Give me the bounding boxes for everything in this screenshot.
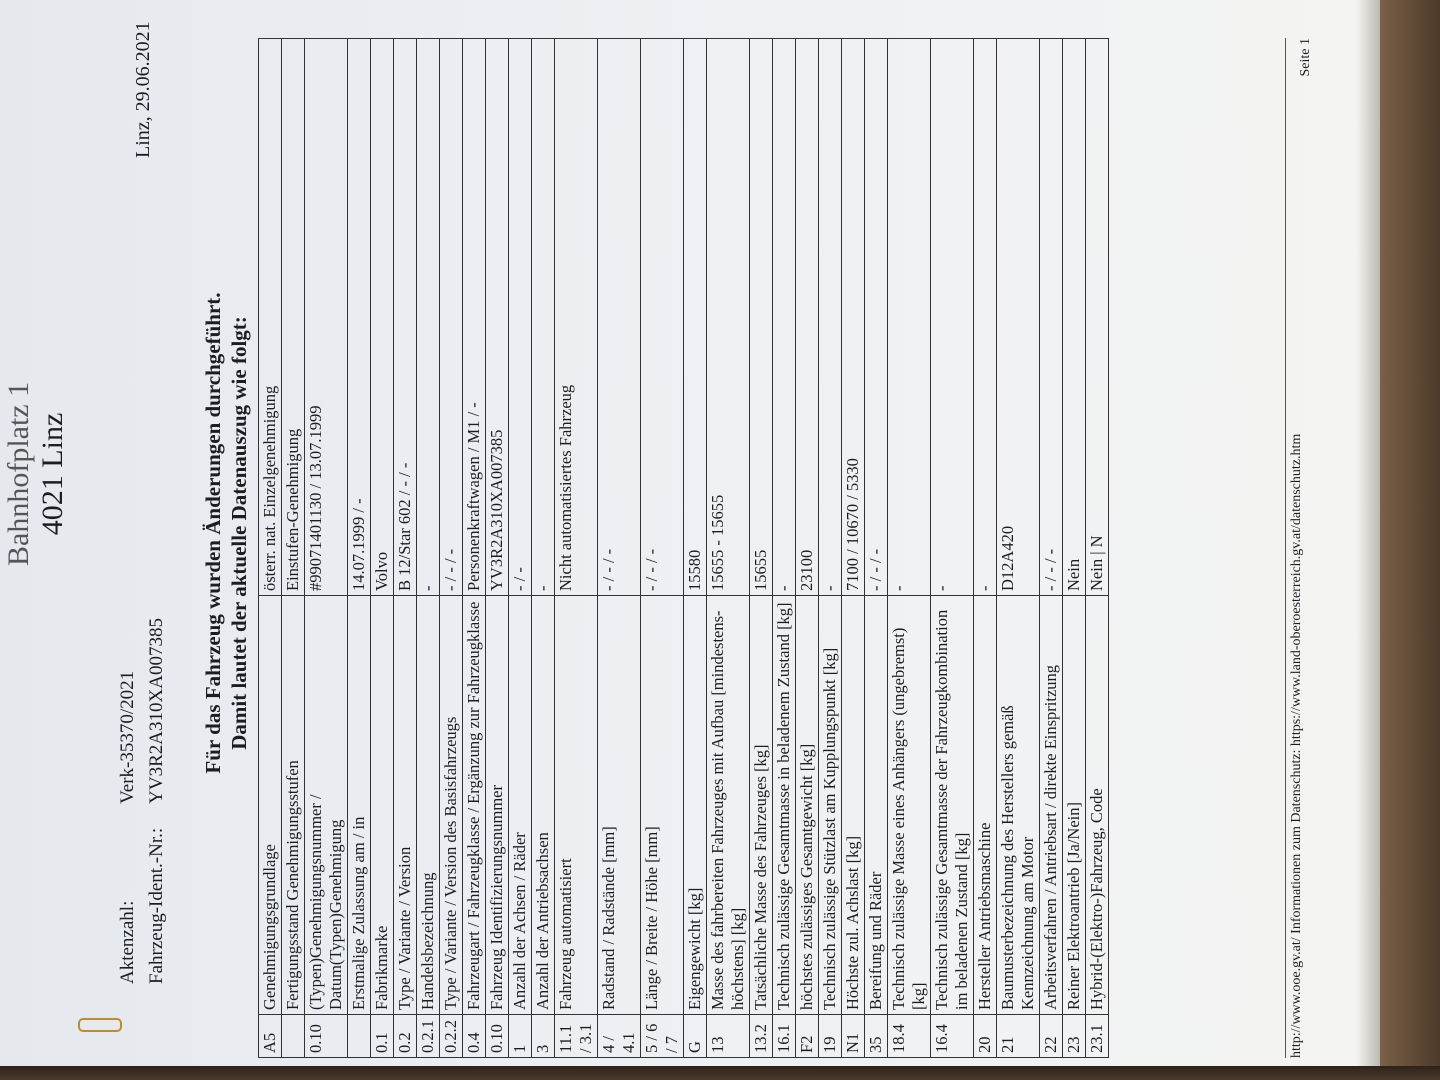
table-row (997, 39, 1040, 1058)
row-label: Reiner Elektroantrieb [Ja/Nein] (1063, 596, 1086, 1015)
row-label: Radstand / Radstände [mm] (598, 596, 641, 1015)
row-label: Anzahl der Antriebsachsen (532, 596, 555, 1015)
table-row (259, 39, 282, 1058)
row-label: Hersteller Antriebsmaschine (974, 596, 997, 1015)
row-label: Technisch zulässige Masse eines Anhängers (ungebremst) [kg] (888, 596, 931, 1015)
table-row (598, 39, 641, 1058)
row-code: 20 (974, 1015, 997, 1058)
table-row (707, 39, 750, 1058)
row-label: Type / Variante / Version des Basisfahrzeugs (440, 596, 463, 1015)
row-code: 3 (532, 1015, 555, 1058)
row-code: 0.2.1 (417, 1015, 440, 1058)
row-code: 0.2 (394, 1015, 417, 1058)
row-code: F2 (796, 1015, 819, 1058)
row-code: 0.10 (486, 1015, 509, 1058)
row-code: A5 (259, 1015, 282, 1058)
row-label: Masse des fahrbereiten Fahrzeuges mit Aufbau [mindestens-höchstens] [kg] (707, 596, 750, 1015)
row-label: Fahrzeug Identifizierungsnummer (486, 596, 509, 1015)
row-label: Fahrzeug automatisiert (555, 596, 598, 1015)
row-label: Erstmalige Zulassung am / in (348, 596, 371, 1015)
row-value: - (931, 39, 974, 596)
row-value: Volvo (371, 39, 394, 596)
row-code: 11.1 / 3.1 (555, 1015, 598, 1058)
table-row (750, 39, 773, 1058)
address-city: 4021 Linz (36, 412, 69, 536)
row-code: 0.2.2 (440, 1015, 463, 1058)
row-value: - (888, 39, 931, 596)
desk-surface (1380, 0, 1440, 1080)
row-label: Handelsbezeichnung (417, 596, 440, 1015)
row-label: Tatsächliche Masse des Fahrzeuges [kg] (750, 596, 773, 1015)
row-label: Technisch zulässige Gesamtmasse der Fahrzeugkombination im beladenen Zustand [kg] (931, 596, 974, 1015)
row-code: 4 / 4.1 (598, 1015, 641, 1058)
meta-row (114, 596, 141, 984)
row-label: höchstes zulässiges Gesamtgewicht [kg] (796, 596, 819, 1015)
row-code: 35 (865, 1015, 888, 1058)
table-row (931, 39, 974, 1058)
vehicle-data-rows (259, 39, 1109, 1058)
table-row (282, 39, 305, 1058)
row-value: 7100 / 10670 / 5330 (842, 39, 865, 596)
table-row (796, 39, 819, 1058)
row-value: - / - / - (865, 39, 888, 596)
row-code (348, 1015, 371, 1058)
row-value: - / - / - (598, 39, 641, 596)
table-row (555, 39, 598, 1058)
row-code: 21 (997, 1015, 1040, 1058)
row-value: - / - / - (641, 39, 684, 596)
table-row (865, 39, 888, 1058)
row-code: 1 (509, 1015, 532, 1058)
row-value: - / - (509, 39, 532, 596)
row-label: Arbeitsverfahren / Antriebsart / direkte Einspritzung (1040, 596, 1063, 1015)
table-row (417, 39, 440, 1058)
row-value: Nein (1063, 39, 1086, 596)
table-row (1063, 39, 1086, 1058)
row-label: Technisch zulässige Stützlast am Kupplungspunkt [kg] (819, 596, 842, 1015)
meta-label: Aktenzahl: (117, 900, 138, 984)
meta-row (143, 596, 170, 984)
row-code: 0.10 (305, 1015, 348, 1058)
document-heading (200, 0, 252, 1066)
table-row (394, 39, 417, 1058)
row-label: Höchste zul. Achslast [kg] (842, 596, 865, 1015)
table-row (684, 39, 707, 1058)
row-value: - / - / - (440, 39, 463, 596)
row-value: 15580 (684, 39, 707, 596)
row-value: 23100 (796, 39, 819, 596)
table-row (641, 39, 684, 1058)
table-row (486, 39, 509, 1058)
document-date: Linz, 29.06.2021 (132, 21, 154, 158)
row-value: - / - / - (1040, 39, 1063, 596)
footer-links: http://www.ooe.gv.at/ Informationen zum Datenschutz: https://www.land-oberoesterreich.gv.at/datenschutz.htm (1289, 433, 1304, 1058)
row-code: 23 (1063, 1015, 1086, 1058)
table-row (532, 39, 555, 1058)
address-street: Bahnhofplatz 1 (2, 381, 35, 566)
table-row (371, 39, 394, 1058)
row-label: (Typen)Genehmigungsnummer / Datum(Typen)Genehmigung (305, 596, 348, 1015)
table-row (509, 39, 532, 1058)
row-code: 18.4 (888, 1015, 931, 1058)
meta-value: Verk-35370/2021 (117, 670, 138, 804)
row-code: 19 (819, 1015, 842, 1058)
row-code: 0.1 (371, 1015, 394, 1058)
row-value: österr. nat. Einzelgenehmigung (259, 39, 282, 596)
row-value: Personenkraftwagen / M1 / - (463, 39, 486, 596)
table-row (440, 39, 463, 1058)
row-label: Fabrikmarke (371, 596, 394, 1015)
row-value: D12A420 (997, 39, 1040, 596)
row-label: Technisch zulässige Gesamtmasse in beladenem Zustand [kg] (773, 596, 796, 1015)
row-value: - (819, 39, 842, 596)
row-code: 13.2 (750, 1015, 773, 1058)
row-value: Nein | N (1086, 39, 1109, 596)
row-code: 13 (707, 1015, 750, 1058)
row-code (282, 1015, 305, 1058)
row-value: - (417, 39, 440, 596)
meta-value: YV3R2A310XA007385 (146, 618, 167, 804)
table-row (1040, 39, 1063, 1058)
table-row (773, 39, 796, 1058)
table-row (463, 39, 486, 1058)
row-code: N1 (842, 1015, 865, 1058)
row-label: Länge / Breite / Höhe [mm] (641, 596, 684, 1015)
row-code: 16.1 (773, 1015, 796, 1058)
heading-line-2: Damit lautet der aktuelle Datenauszug wie folgt: (227, 316, 251, 750)
table-row (348, 39, 371, 1058)
address-block (2, 382, 70, 566)
row-code: 0.4 (463, 1015, 486, 1058)
row-label: Baumusterbezeichnung des Herstellers gemäß Kennzeichnung am Motor (997, 596, 1040, 1015)
row-code: 22 (1040, 1015, 1063, 1058)
row-value: 15655 - 15655 (707, 39, 750, 596)
row-value: Einstufen-Genehmigung (282, 39, 305, 596)
row-value: #99071401130 / 13.07.1999 (305, 39, 348, 596)
table-row (305, 39, 348, 1058)
row-code: 23.1 (1086, 1015, 1109, 1058)
table-row (888, 39, 931, 1058)
row-code: 5 / 6 / 7 (641, 1015, 684, 1058)
row-label: Eigengewicht [kg] (684, 596, 707, 1015)
row-value: 15655 (750, 39, 773, 596)
desk-edge (0, 1066, 1440, 1080)
row-value: Nicht automatisiertes Fahrzeug (555, 39, 598, 596)
row-value: - (974, 39, 997, 596)
row-label: Fahrzeugart / Fahrzeugklasse / Ergänzung zur Fahrzeugklasse (463, 596, 486, 1015)
row-code: 16.4 (931, 1015, 974, 1058)
row-label: Anzahl der Achsen / Räder (509, 596, 532, 1015)
file-meta (112, 594, 172, 986)
row-value: YV3R2A310XA007385 (486, 39, 509, 596)
row-label: Type / Variante / Version (394, 596, 417, 1015)
row-label: Hybrid-(Elektro-)Fahrzeug, Code (1086, 596, 1109, 1015)
row-value: - (773, 39, 796, 596)
table-row (819, 39, 842, 1058)
table-row (842, 39, 865, 1058)
meta-label: Fahrzeug-Ident.-Nr.: (146, 827, 167, 984)
row-code: G (684, 1015, 707, 1058)
row-label: Fertigungsstand Genehmigungsstufen (282, 596, 305, 1015)
page-number: Seite 1 (1298, 38, 1313, 77)
row-value: B 12/Star 602 / - / - (394, 39, 417, 596)
row-value: - (532, 39, 555, 596)
vehicle-data-table (258, 38, 1109, 1058)
row-value: 14.07.1999 / - (348, 39, 371, 596)
document-footer (1285, 38, 1306, 1058)
row-label: Bereifung und Räder (865, 596, 888, 1015)
binder-clip (78, 1018, 122, 1032)
heading-line-1: Für das Fahrzeug wurden Änderungen durchgeführt. (201, 292, 225, 774)
table-row (974, 39, 997, 1058)
table-row (1086, 39, 1109, 1058)
row-label: Genehmigungsgrundlage (259, 596, 282, 1015)
